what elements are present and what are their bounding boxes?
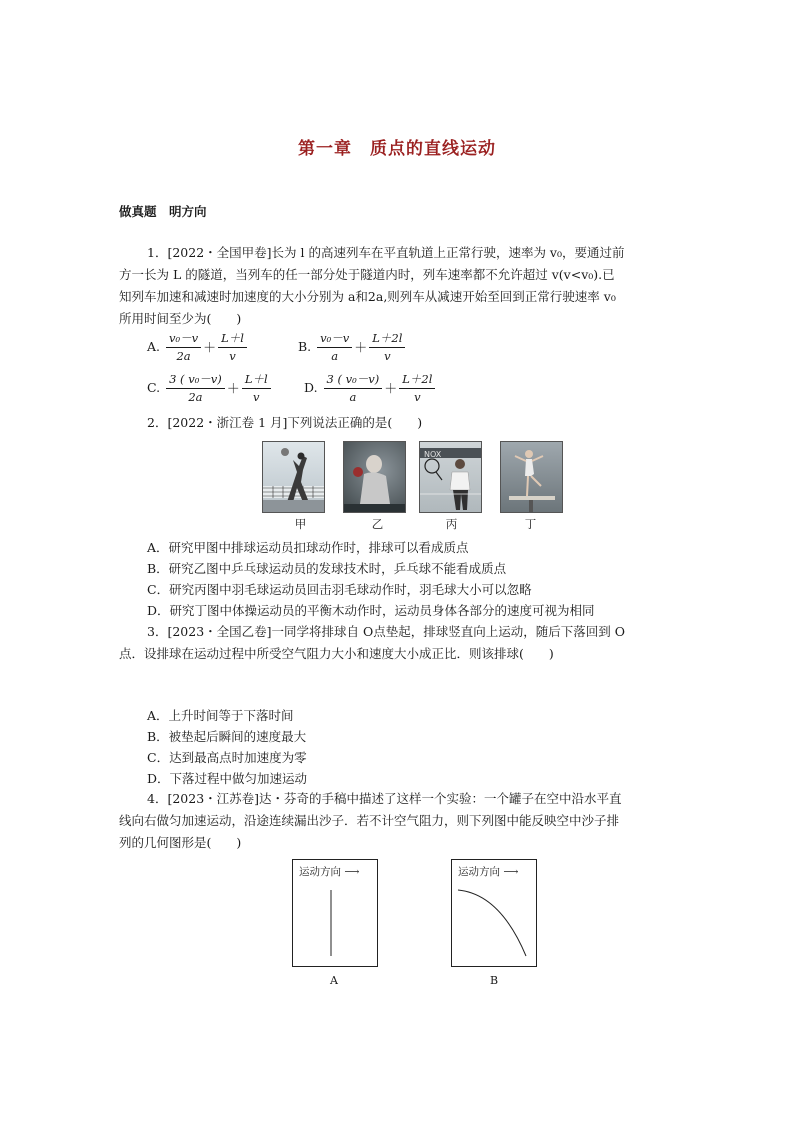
q2-option-b[interactable]: B．研究乙图中乒乓球运动员的发球技术时，乒乓球不能看成质点 — [147, 561, 507, 576]
q2-option-d[interactable]: D．研究丁图中体操运动员的平衡木动作时，运动员身体各部分的速度可视为相同 — [147, 603, 595, 618]
fraction — [317, 330, 352, 363]
diagram-a[interactable] — [292, 859, 378, 967]
q3-option-d[interactable]: D．下落过程中做匀加速运动 — [147, 771, 308, 786]
fraction — [369, 330, 405, 363]
denominator: a — [331, 349, 339, 363]
q3-option-a[interactable]: A．上升时间等于下落时间 — [147, 708, 294, 723]
diagram-b[interactable] — [451, 859, 537, 967]
q2-option-c[interactable]: C．研究丙图中羽毛球运动员回击羽毛球动作时，羽毛球大小可以忽略 — [147, 582, 532, 597]
diagram-b-label: B — [490, 974, 499, 987]
numerator: L＋l — [218, 330, 247, 348]
option-label: B. — [298, 339, 312, 354]
numerator: L＋l — [242, 371, 271, 389]
numerator: L＋2l — [369, 330, 405, 348]
numerator: 3 ( v₀－v) — [324, 371, 383, 389]
denominator: v — [414, 390, 421, 404]
photo-caption-jia: 甲 — [294, 517, 307, 531]
plus-sign: ＋ — [226, 382, 240, 397]
denominator: 2a — [176, 349, 191, 363]
q2-stem: 2．[2022・浙江卷 1 月]下列说法正确的是( ) — [147, 415, 423, 430]
plus-sign: ＋ — [384, 382, 398, 397]
q1-option-d[interactable] — [304, 371, 437, 404]
table-tennis-photo — [343, 441, 406, 513]
sand-vertical-line — [293, 860, 377, 966]
gymnastics-photo — [500, 441, 563, 513]
plus-sign: ＋ — [203, 341, 217, 356]
fraction — [166, 330, 201, 363]
chapter-title: 第一章 质点的直线运动 — [298, 139, 496, 159]
denominator: v — [252, 390, 260, 404]
direction-text: 运动方向 — [299, 866, 341, 878]
q3-line-1: 3．[2023・全国乙卷]一同学将排球自 O点垫起，排球竖直向上运动，随后下落回到 O — [147, 624, 625, 639]
q1-line-1: 1．[2022・全国甲卷]长为 l 的高速列车在平直轨道上正常行驶，速率为 v₀，要通过前 — [147, 245, 625, 260]
q4-line-3: 列的几何图形是( ) — [119, 835, 242, 850]
fraction — [324, 371, 383, 404]
diagram-a-label: A — [330, 974, 338, 987]
volleyball-photo — [262, 441, 325, 513]
numerator: 3 ( v₀－v) — [166, 371, 225, 389]
badminton-photo — [419, 441, 482, 513]
fraction — [399, 371, 435, 404]
option-label: D. — [304, 380, 318, 395]
q1-option-a[interactable] — [147, 330, 249, 363]
denominator: 2a — [188, 390, 203, 404]
direction-text: 运动方向 — [458, 866, 500, 878]
q4-line-2: 线向右做匀加速运动，沿途连续漏出沙子．若不计空气阻力，则下列图中能反映空中沙子排 — [119, 813, 620, 828]
denominator: v — [384, 349, 391, 363]
section-heading: 做真题 明方向 — [119, 204, 207, 219]
q4-line-1: 4．[2023・江苏卷]达・芬奇的手稿中描述了这样一个实验：一个罐子在空中沿水平直 — [147, 791, 622, 806]
option-label: A. — [147, 339, 161, 354]
denominator: v — [229, 349, 236, 363]
numerator: v₀－v — [166, 330, 201, 348]
numerator: L＋2l — [399, 371, 435, 389]
q2-option-a[interactable]: A．研究甲图中排球运动员扣球动作时，排球可以看成质点 — [147, 540, 469, 555]
svg-text:NOX: NOX — [424, 450, 442, 459]
q3-option-c[interactable]: C．达到最高点时加速度为零 — [147, 750, 307, 765]
right-arrow-icon: ⟶ — [500, 866, 519, 878]
q3-option-b[interactable]: B．被垫起后瞬间的速度最大 — [147, 729, 307, 744]
option-label: C. — [147, 380, 161, 395]
q1-line-2: 方一长为 L 的隧道，当列车的任一部分处于隧道内时，列车速率都不允许超过 v(v<v₀).已 — [119, 267, 615, 282]
fraction — [166, 371, 225, 404]
q1-option-b[interactable] — [298, 330, 407, 363]
fraction — [242, 371, 271, 404]
q3-line-2: 点．设排球在运动过程中所受空气阻力大小和速度大小成正比．则该排球( ) — [119, 646, 554, 661]
photo-caption-ding: 丁 — [524, 517, 537, 531]
denominator: a — [349, 390, 357, 404]
photo-caption-bing: 丙 — [445, 517, 458, 531]
plus-sign: ＋ — [354, 341, 368, 356]
q1-option-c[interactable] — [147, 371, 273, 404]
q1-line-3: 知列车加速和减速时加速度的大小分别为 a和2a,则列车从减速开始至回到正常行驶速率 v₀ — [119, 289, 616, 304]
q1-line-4: 所用时间至少为( ) — [119, 311, 242, 326]
sand-curve — [452, 860, 536, 966]
right-arrow-icon: ⟶ — [341, 866, 360, 878]
numerator: v₀－v — [317, 330, 352, 348]
fraction — [218, 330, 247, 363]
photo-caption-yi: 乙 — [371, 517, 384, 531]
